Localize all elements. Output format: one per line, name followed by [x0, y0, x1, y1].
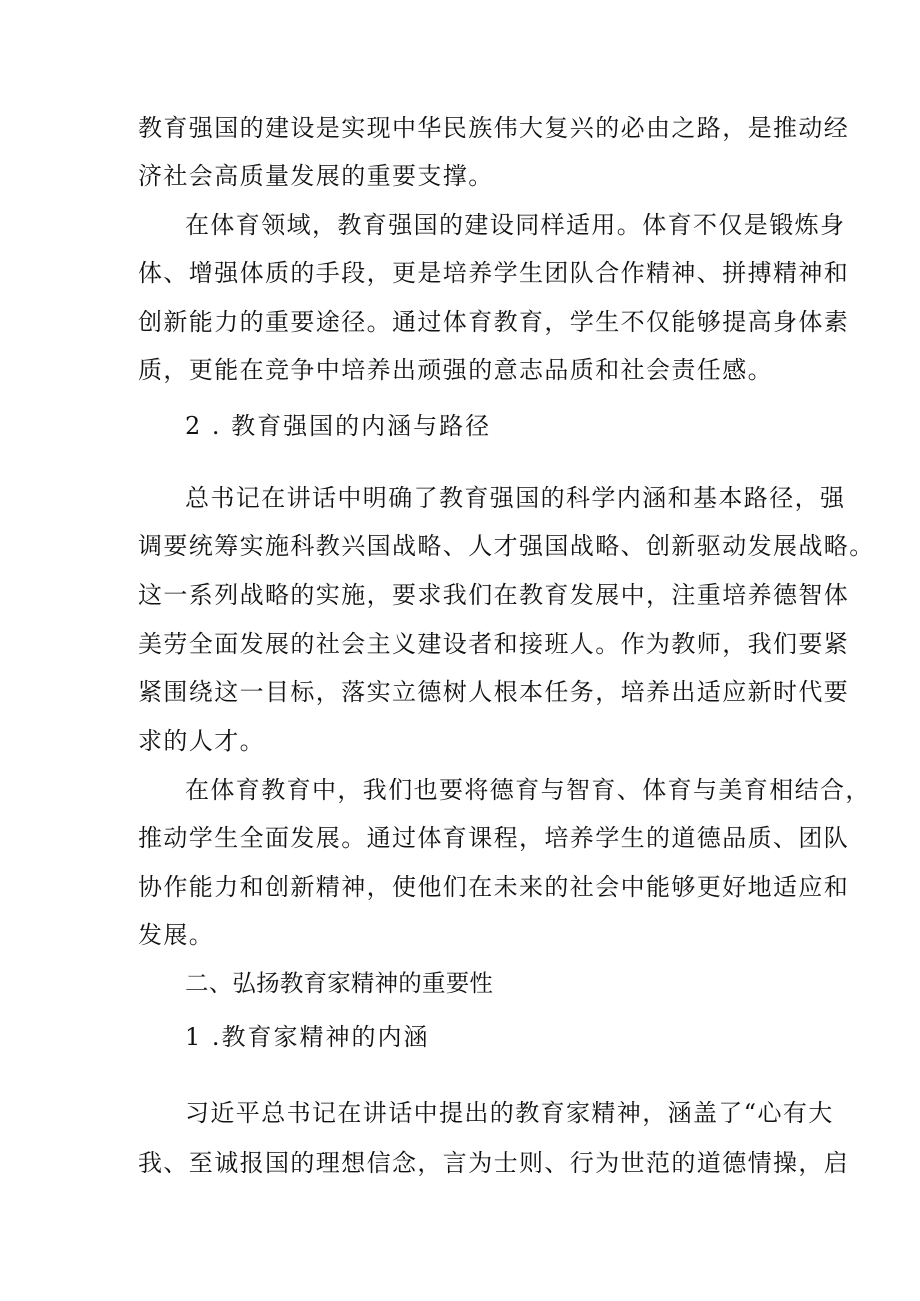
paragraph-1-line-2: 济社会高质量发展的重要支撑。: [138, 162, 494, 190]
paragraph-3-line-4: 美劳全面发展的社会主义建设者和接班人。作为教师，我们要紧: [138, 630, 850, 658]
paragraph-3-line-6: 求的人才。: [138, 727, 265, 755]
paragraph-4-line-4: 发展。: [138, 921, 215, 949]
section-heading: 二、弘扬教育家精神的重要性: [185, 969, 494, 997]
subheading-2: 2 . 教育强国的内涵与路径: [185, 412, 492, 440]
paragraph-3-line-1: 总书记在讲话中明确了教育强国的科学内涵和基本路径，强: [185, 484, 846, 512]
paragraph-4-line-1: 在体育教育中，我们也要将德育与智育、体育与美育相结合，: [185, 776, 871, 804]
paragraph-3-line-2: 调要统筹实施科教兴国战略、人才强国战略、创新驱动发展战略。: [138, 532, 875, 560]
paragraph-4-line-2: 推动学生全面发展。通过体育课程，培养学生的道德品质、团队: [138, 824, 850, 852]
paragraph-1-line-1: 教育强国的建设是实现中华民族伟大复兴的必由之路，是推动经: [138, 114, 850, 142]
paragraph-5-line-1: 习近平总书记在讲话中提出的教育家精神，涵盖了“心有大: [185, 1099, 834, 1127]
paragraph-2-line-4: 质，更能在竞争中培养出顽强的意志品质和社会责任感。: [138, 356, 773, 384]
subheading-1: 1 .教育家精神的内涵: [185, 1023, 430, 1051]
paragraph-3-line-5: 紧围绕这一目标，落实立德树人根本任务，培养出适应新时代要: [138, 678, 850, 706]
paragraph-4-line-3: 协作能力和创新精神，使他们在未来的社会中能够更好地适应和: [138, 873, 850, 901]
paragraph-2-line-1: 在体育领域，教育强国的建设同样适用。体育不仅是锻炼身: [185, 211, 846, 239]
paragraph-3-line-3: 这一系列战略的实施，要求我们在教育发展中，注重培养德智体: [138, 581, 850, 609]
paragraph-2-line-2: 体、增强体质的手段，更是培养学生团队合作精神、拼搏精神和: [138, 259, 850, 287]
paragraph-2-line-3: 创新能力的重要途径。通过体育教育，学生不仅能够提高身体素: [138, 308, 850, 336]
paragraph-5-line-2: 我、至诚报国的理想信念，言为士则、行为世范的道德情操，启: [138, 1149, 850, 1177]
